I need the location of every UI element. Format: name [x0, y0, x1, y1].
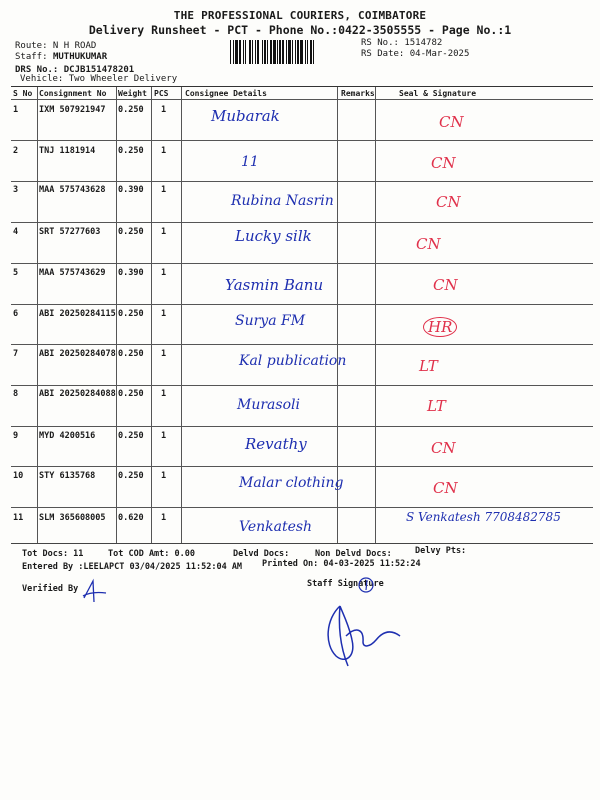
row-weight: 0.390	[118, 185, 144, 195]
row-seal-handwriting: CN	[431, 154, 456, 172]
row-weight: 0.250	[118, 431, 144, 441]
row-pieces: 1	[161, 309, 167, 319]
row-consignment-number: SLM 365608005	[39, 513, 106, 523]
barcode-bar	[282, 40, 284, 64]
rs-date: RS Date: 04-Mar-2025	[361, 49, 470, 59]
staff-label: Staff:	[15, 52, 48, 62]
barcode-bar	[300, 40, 303, 64]
company-title: THE PROFESSIONAL COURIERS, COIMBATORE	[173, 9, 427, 22]
row-weight: 0.250	[118, 349, 144, 359]
total-docs: Tot Docs: 11	[22, 549, 84, 559]
barcode-bar	[245, 40, 246, 64]
row-consignee-handwriting: Murasoli	[237, 397, 300, 413]
verifier-signature	[80, 578, 110, 608]
row-seal-handwriting: CN	[431, 439, 456, 457]
barcode-bar	[307, 40, 308, 64]
row-consignment-number: IXM 507921947	[39, 105, 106, 115]
barcode-bar	[230, 40, 231, 64]
row-serial-number: 4	[13, 227, 19, 237]
row-seal-handwriting: CN	[439, 113, 464, 131]
row-consignee-handwriting: Yasmin Banu	[225, 276, 324, 294]
row-seal-handwriting: LT	[419, 357, 438, 375]
row-seal-handwriting: CN	[436, 193, 461, 211]
row-consignee-handwriting: Lucky silk	[235, 227, 312, 245]
delivered-docs: Delvd Docs:	[233, 549, 290, 559]
col-header-weight: Weight	[118, 89, 147, 98]
col-header-seal: Seal & Signature	[399, 89, 477, 98]
row-weight: 0.250	[118, 105, 144, 115]
barcode-bar	[262, 40, 263, 64]
barcode-bar	[257, 40, 259, 64]
delivery-table	[11, 86, 593, 544]
row-serial-number: 5	[13, 268, 19, 278]
runsheet-title: Delivery Runsheet - PCT - Phone No.:0422-3505555 - Page No.:1	[88, 23, 512, 37]
row-consignment-number: STY 6135768	[39, 471, 96, 481]
barcode-bar	[295, 40, 296, 64]
staff-name: MUTHUKUMAR	[52, 52, 108, 62]
barcode-bar	[279, 40, 281, 64]
total-cod: Tot COD Amt: 0.00	[108, 549, 195, 559]
staff-signature-label: Staff Signature	[307, 579, 384, 589]
barcode-bar	[313, 40, 314, 64]
barcode-bar	[292, 40, 293, 64]
row-pieces: 1	[161, 105, 167, 115]
row-pieces: 1	[161, 389, 167, 399]
barcode-bar	[239, 40, 241, 64]
barcode-bar	[310, 40, 312, 64]
row-serial-number: 7	[13, 349, 19, 359]
row-consignment-number: ABI 20250284115	[39, 309, 116, 319]
vehicle-type: Vehicle: Two Wheeler Delivery	[20, 74, 178, 84]
staff-signature-image	[318, 574, 418, 674]
row-consignment-number: TNJ 1181914	[39, 146, 96, 156]
delivery-points: Delvy Pts:	[415, 546, 467, 556]
barcode-bar	[305, 40, 306, 64]
row-consignment-number: MYD 4200516	[39, 431, 96, 441]
row-weight: 0.390	[118, 268, 144, 278]
col-header-consignee: Consignee Details	[185, 89, 267, 98]
row-consignee-handwriting: Rubina Nasrin	[231, 193, 334, 209]
barcode-image	[230, 40, 357, 64]
barcode-bar	[252, 40, 253, 64]
route-label: Route: N H ROAD	[15, 41, 97, 51]
row-serial-number: 8	[13, 389, 19, 399]
row-serial-number: 9	[13, 431, 19, 441]
row-serial-number: 3	[13, 185, 19, 195]
barcode-bar	[255, 40, 256, 64]
row-consignment-number: SRT 57277603	[39, 227, 101, 237]
row-weight: 0.620	[118, 513, 144, 523]
col-header-pcs: PCS	[154, 89, 169, 98]
row-consignee-handwriting: Malar clothing	[239, 475, 344, 491]
staff-line	[15, 52, 107, 62]
row-pieces: 1	[161, 268, 167, 278]
verified-by-label: Verified By	[22, 584, 79, 594]
row-consignee-handwriting: Kal publication	[239, 353, 347, 369]
row-serial-number: 1	[13, 105, 19, 115]
row-pieces: 1	[161, 185, 167, 195]
row-pieces: 1	[161, 349, 167, 359]
row-consignment-number: ABI 20250284088	[39, 389, 116, 399]
row-serial-number: 2	[13, 146, 19, 156]
row-consignee-handwriting: Mubarak	[211, 107, 280, 125]
rs-number: RS No.: 1514782	[361, 38, 443, 48]
row-seal-handwriting: HR	[423, 317, 457, 337]
row-weight: 0.250	[118, 309, 144, 319]
row-seal-handwriting: CN	[416, 235, 441, 253]
row-consignee-handwriting: Surya FM	[235, 313, 306, 329]
row-seal-handwriting: CN	[433, 479, 458, 497]
row-consignee-handwriting: 11	[241, 154, 259, 170]
col-header-sno: S No	[13, 89, 33, 98]
row-seal-handwriting: LT	[427, 397, 446, 415]
col-header-consignment: Consignment No	[39, 89, 107, 98]
row-weight: 0.250	[118, 227, 144, 237]
barcode-bar	[267, 40, 268, 64]
row-consignment-number: MAA 575743628	[39, 185, 106, 195]
row-seal-handwriting: CN	[433, 276, 458, 294]
barcode-bar	[249, 40, 251, 64]
barcode-bar	[286, 40, 287, 64]
row-consignee-handwriting: Revathy	[245, 435, 307, 453]
col-header-remarks: Remarks	[341, 89, 375, 98]
barcode-bar	[270, 40, 272, 64]
non-delivered-docs: Non Delvd Docs:	[315, 549, 392, 559]
row-serial-number: 10	[13, 471, 24, 481]
printed-on: Printed On: 04-03-2025 11:52:24	[262, 559, 421, 569]
row-consignment-number: ABI 20250284078	[39, 349, 116, 359]
row-weight: 0.250	[118, 146, 144, 156]
row-pieces: 1	[161, 146, 167, 156]
row-pieces: 1	[161, 227, 167, 237]
barcode-bar	[233, 40, 234, 64]
barcode-bar	[243, 40, 244, 64]
row-serial-number: 11	[13, 513, 24, 523]
row-weight: 0.250	[118, 389, 144, 399]
barcode-bar	[235, 40, 238, 64]
barcode-bar	[264, 40, 266, 64]
entered-by: Entered By :LEELAPCT 03/04/2025 11:52:04 AM	[22, 562, 243, 572]
row-weight: 0.250	[118, 471, 144, 481]
row-pieces: 1	[161, 513, 167, 523]
drs-number: DRS No.: DCJB151478201	[15, 65, 135, 75]
barcode-bar	[273, 40, 276, 64]
row-pieces: 1	[161, 431, 167, 441]
row-consignee-handwriting: Venkatesh	[239, 519, 313, 535]
row-seal-handwriting: S Venkatesh 7708482785	[406, 510, 561, 524]
barcode-bar	[277, 40, 278, 64]
row-consignment-number: MAA 575743629	[39, 268, 106, 278]
barcode-bar	[288, 40, 291, 64]
barcode-bar	[297, 40, 299, 64]
row-serial-number: 6	[13, 309, 19, 319]
row-pieces: 1	[161, 471, 167, 481]
